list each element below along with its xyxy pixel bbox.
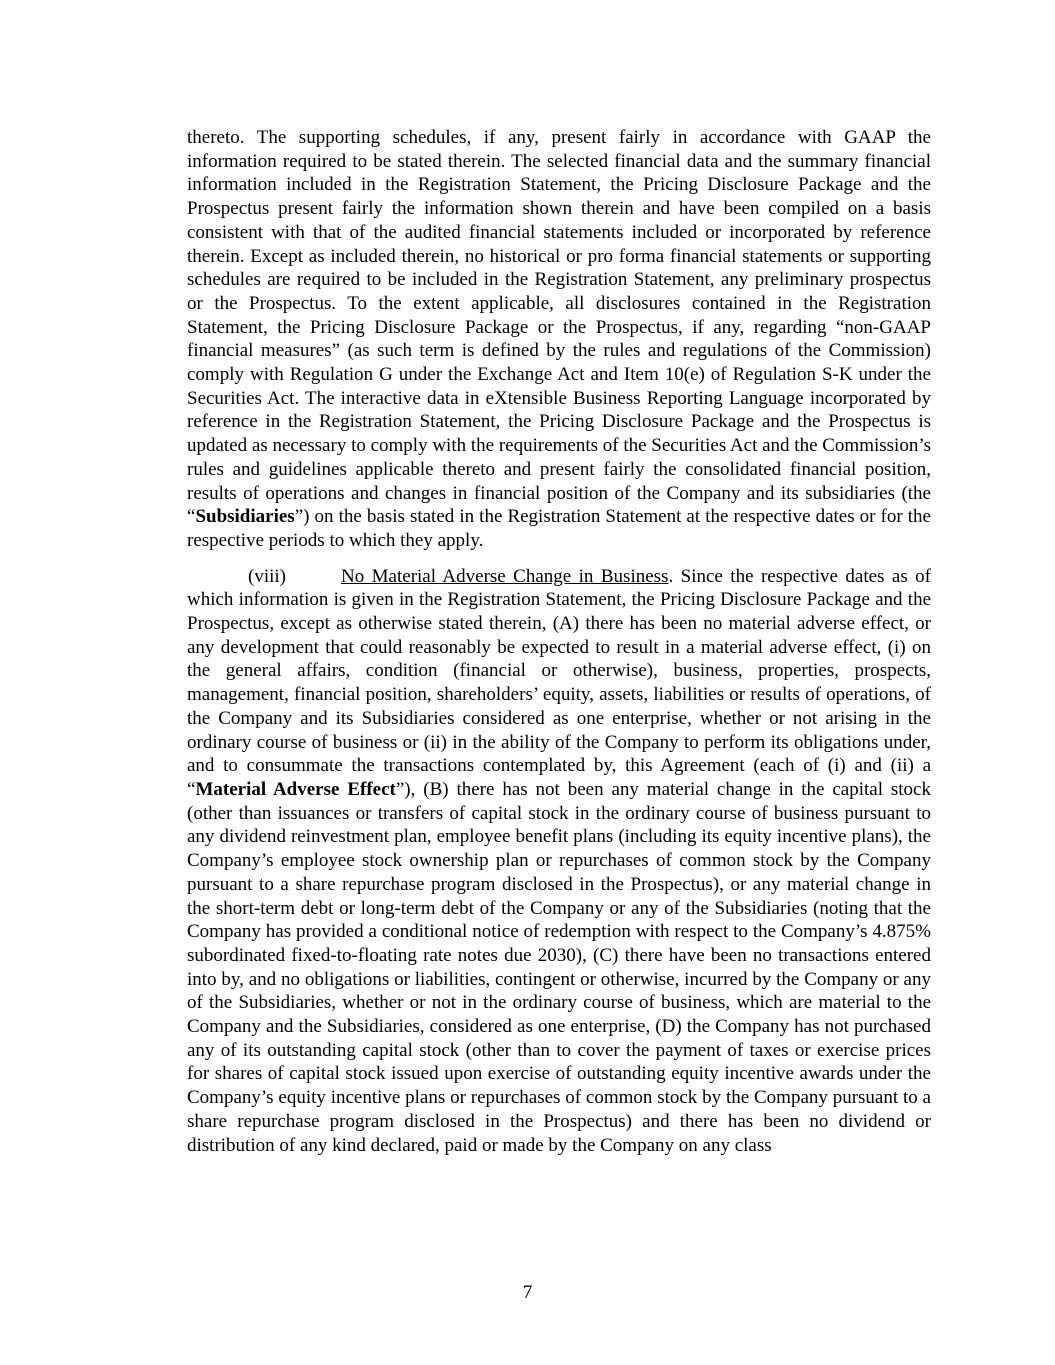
paragraph-text: ”) on the basis stated in the Registration Statement at the respective dates or for the respective periods to which they apply. (187, 506, 931, 551)
document-page (187, 126, 931, 1157)
defined-term-material-adverse-effect: Material Adverse Effect (195, 778, 396, 800)
paragraph-no-material-adverse-change (187, 565, 931, 1158)
paragraph-text: . Since the respective dates as of which information is given in the Registration Statement, the Pricing Disclosure Package and the Prospectus, except as otherwise stated therein, (A) there has been no material adverse effect, or any development that could reasonably be expected to result in a material adverse effect, (i) on the general affairs, condition (financial or otherwise), business, properties, prospects, management, financial position, shareholders’ equity, assets, liabilities or results of operations, of the Company and its Subsidiaries considered as one enterprise, whether or not arising in the ordinary course of business or (ii) in the ability of the Company to perform its obligations under, and to consummate the transactions contemplated by, this Agreement (each of (i) and (ii) a “ (187, 565, 931, 800)
page-number: 7 (522, 1282, 533, 1303)
section-number: (viii) (248, 565, 286, 587)
defined-term-subsidiaries: Subsidiaries (195, 506, 295, 528)
section-heading: No Material Adverse Change in Business (341, 565, 669, 587)
paragraph-financial-statements (187, 126, 931, 553)
paragraph-text: thereto. The supporting schedules, if any, present fairly in accordance with GAAP the information required to be stated therein. The selected financial data and the summary financial information included in the Registration Statement, the Pricing Disclosure Package and the Prospectus present fairly the information shown therein and have been compiled on a basis consistent with that of the audited financial statements included or incorporated by reference therein. Except as included therein, no historical or pro forma financial statements or supporting schedules are required to be included in the Registration Statement, any preliminary prospectus or the Prospectus. To the extent applicable, all disclosures contained in the Registration Statement, the Pricing Disclosure Package or the Prospectus, if any, regarding “non-GAAP financial measures” (as such term is defined by the rules and regulations of the Commission) comply with Regulation G under the Exchange Act and Item 10(e) of Regulation S-K under the Securities Act. The interactive data in eXtensible Business Reporting Language incorporated by reference in the Registration Statement, the Pricing Disclosure Package and the Prospectus is updated as necessary to comply with the requirements of the Securities Act and the Commission’s rules and guidelines applicable thereto and present fairly the consolidated financial position, results of operations and changes in financial position of the Company and its subsidiaries (the “ (187, 127, 932, 528)
paragraph-text: ”), (B) there has not been any material change in the capital stock (other than issuances or transfers of capital stock in the ordinary course of business pursuant to any dividend reinvestment plan, employee benefit plans (including its equity incentive plans), the Company’s employee stock ownership plan or repurchases of common stock by the Company pursuant to a share repurchase program disclosed in the Prospectus), or any material change in the short-term debt or long-term debt of the Company or any of the Subsidiaries (noting that the Company has provided a conditional notice of redemption with respect to the Company’s 4.875% subordinated fixed-to-floating rate notes due 2030), (C) there have been no transactions entered into by, and no obligations or liabilities, contingent or otherwise, incurred by the Company or any of the Subsidiaries, whether or not in the ordinary course of business, which are material to the Company and the Subsidiaries, considered as one enterprise, (D) the Company has not purchased any of its outstanding capital stock (other than to cover the payment of taxes or exercise prices for shares of capital stock issued upon exercise of outstanding equity incentive awards under the Company’s equity incentive plans or repurchases of common stock by the Company pursuant to a share repurchase program disclosed in the Prospectus) and there has been no dividend or distribution of any kind declared, paid or made by the Company on any class (187, 778, 931, 1156)
